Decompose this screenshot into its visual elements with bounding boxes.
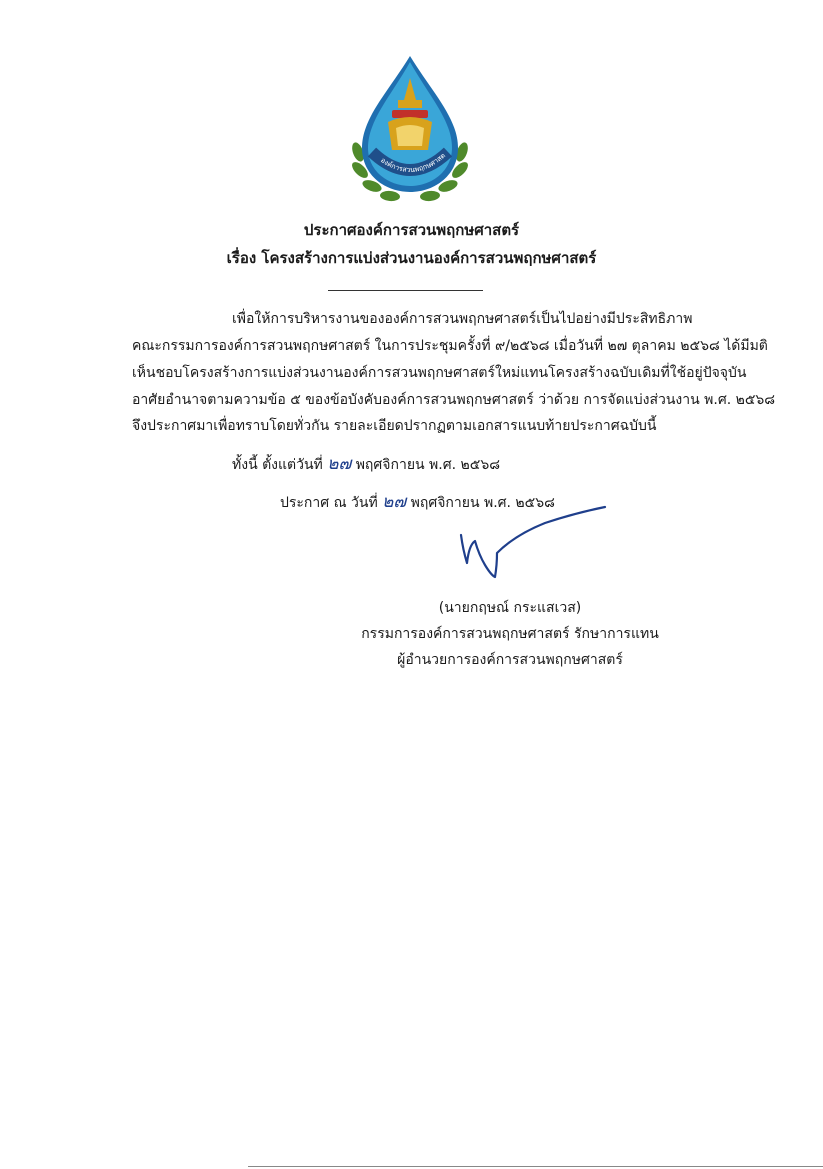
scan-edge-line: [248, 1166, 823, 1167]
title-divider: [328, 290, 483, 291]
body-line-5: จึงประกาศมาเพื่อทราบโดยทั่วกัน รายละเอียดปรากฏตามเอกสารแนบท้ายประกาศฉบับนี้: [132, 418, 657, 434]
document-subject: เรื่อง โครงสร้างการแบ่งส่วนงานองค์การสวนพฤกษศาสตร์: [226, 249, 597, 267]
document-title: ประกาศองค์การสวนพฤกษศาสตร์: [303, 221, 520, 239]
effective-date-suffix: พฤศจิกายน พ.ศ. ๒๕๖๘: [355, 457, 501, 473]
body-line-1: เพื่อให้การบริหารงานขององค์การสวนพฤกษศาสตร์เป็นไปอย่างมีประสิทธิภาพ: [232, 311, 693, 327]
government-emblem-icon: [348, 52, 472, 202]
announced-date-suffix: พฤศจิกายน พ.ศ. ๒๕๖๘: [410, 495, 555, 511]
body-line-4: อาศัยอำนาจตามความข้อ ๕ ของข้อบังคับองค์การสวนพฤกษศาสตร์ ว่าด้วย การจัดแบ่งส่วนงาน พ.ศ. ๒๕๖๘: [132, 392, 776, 408]
body-line-3: เห็นชอบโครงสร้างการแบ่งส่วนงานองค์การสวนพฤกษศาสตร์ใหม่แทนโครงสร้างฉบับเดิมที่ใช้อยู่ปัจจุบัน: [132, 365, 747, 381]
signature-mark: [455, 505, 615, 585]
signatory-position: กรรมการองค์การสวนพฤกษศาสตร์ รักษาการแทน: [361, 626, 659, 642]
effective-date-prefix: ทั้งนี้ ตั้งแต่วันที่: [232, 457, 323, 473]
signatory-name: (นายกฤษณ์ กระแสเวส): [438, 600, 582, 616]
body-line-2: คณะกรรมการองค์การสวนพฤกษศาสตร์ ในการประชุมครั้งที่ ๙/๒๕๖๘ เมื่อวันที่ ๒๗ ตุลาคม ๒๕๖๘ ได้มีมติ: [132, 338, 768, 354]
effective-date-line: [232, 450, 500, 477]
announced-day-handwritten: ๒๗: [382, 492, 407, 512]
emblem-ring-text: องค์การสวนพฤกษศาสต: [379, 151, 448, 175]
announced-date-prefix: ประกาศ ณ วันที่: [280, 495, 378, 511]
signatory-position-2: ผู้อำนวยการองค์การสวนพฤกษศาสตร์: [397, 652, 623, 668]
effective-day-handwritten: ๒๗: [327, 454, 352, 474]
